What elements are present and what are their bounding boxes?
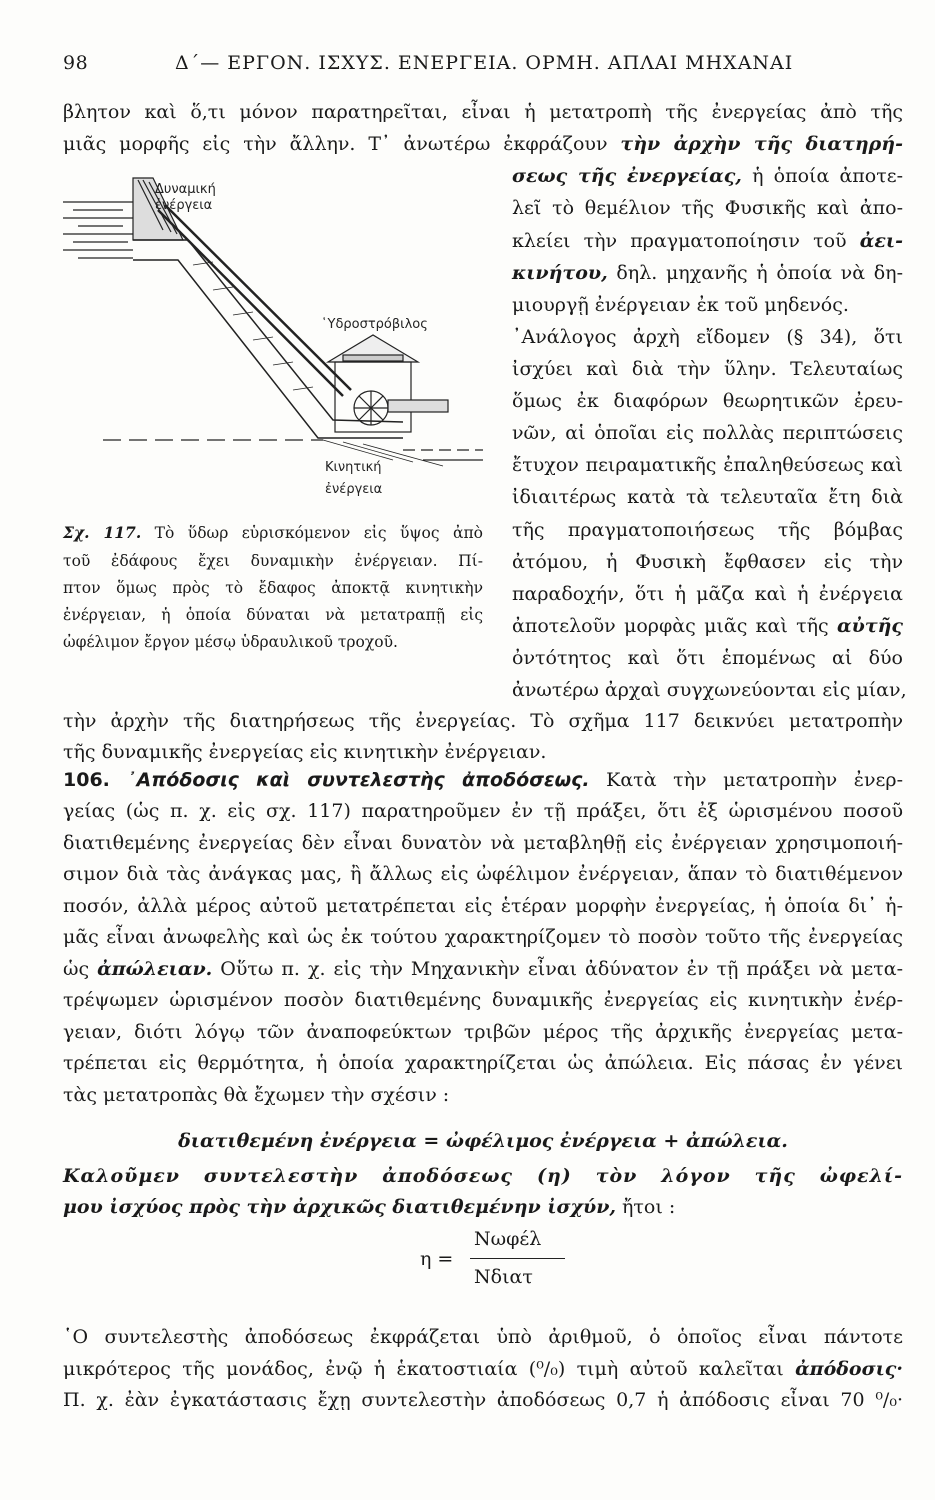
body-text: κλείει τὴν πραγματοποίησιν τοῦ (512, 230, 847, 252)
fraction-bar (470, 1258, 565, 1259)
body-line: ἰδιαιτέρως κατὰ τὰ τελευταῖα ἔτη διὰ (512, 486, 903, 508)
body-text: ἡ ὁποία ἀποτε- (741, 165, 903, 187)
body-line: τῆς πραγματοποιήσεως τῆς βόμβας (512, 519, 903, 541)
section-title: ᾿Απόδοσις καὶ συντελεστὴς ἀποδόσεως. (109, 769, 590, 791)
body-line: λεῖ τὸ θεμέλιον τῆς Φυσικῆς καὶ ἀπο- (512, 197, 903, 219)
body-line: παραδοχήν, ὅτι ἡ μᾶζα καὶ ἡ ἐνέργεια (512, 583, 903, 605)
body-text: δηλ. μηχανῆς ἡ ὁποία νὰ δη- (607, 262, 903, 284)
page-header (63, 52, 843, 82)
perpetual-emphasis: κινήτου, (512, 262, 608, 284)
body-line: γειαν, διότι λόγῳ τῶν ἀναποφεύκτων τριβῶν μέρος τῆς ἀρχικῆς ἐνεργείας μετα- (63, 1021, 903, 1043)
definition-line: Καλοῦμεν συντελεστὴν ἀποδόσεως (η) τὸν λόγον τῆς ὠφελί- (63, 1165, 903, 1187)
body-line: τῆς δυναμικῆς ἐνεργείας εἰς κινητικὴν ἐνέργειαν. (63, 741, 547, 763)
body-line: ἰσχύει καὶ διὰ τὴν ὕλην. Τελευταίως (512, 358, 903, 380)
body-line (512, 162, 903, 190)
body-line (512, 227, 903, 255)
body-line: ποσόν, ἀλλὰ μέρος αὐτοῦ μετατρέπεται εἰς ἑτέραν μορφὴν ἐνεργείας, ἡ ὁποία δι᾽ ἡ- (63, 895, 903, 917)
section-number: 106. (63, 769, 110, 791)
body-line: διατιθεμένης ἐνεργείας δὲν εἶναι δυνατὸν νὰ μεταβληθῇ εἰς ἐνέργειαν χρησιμοποιή- (63, 832, 903, 854)
body-line: τρέπεται εἰς θερμότητα, ἡ ὁποία χαρακτηρίζεται ὡς ἀπώλεια. Εἰς πάσας ἐν γένει (63, 1052, 903, 1074)
denominator: Nδιατ (474, 1266, 533, 1288)
energy-equation: διατιθεμένη ἐνέργεια = ὠφέλιμος ἐνέργεια + ἀπώλεια. (178, 1130, 788, 1152)
figure-caption: ἐνέργειαν, ἡ ὁποία δύναται νὰ μετατραπῇ εἰς (63, 606, 483, 624)
body-line: ἔτυχον πειραματικῆς ἐπαληθεύσεως καὶ (512, 454, 903, 476)
body-line: νῶν, αἱ ὁποῖαι εἰς πολλὰς περιπτώσεις (512, 422, 903, 444)
label-turbine: ῾Υδροστρόβιλος (321, 317, 428, 332)
label-potential-energy: Δυναμική ἐνέργεια (155, 182, 216, 213)
body-line: σιμον διὰ τὰς ἀνάγκας μας, ἢ ἄλλως εἰς ὠφέλιμον ἐνέργειαν, ἅπαν τὸ διατιθέμενον (63, 863, 903, 885)
figure-caption: τοῦ ἐδάφους ἔχει δυναμικὴν ἐνέργειαν. Πί- (63, 552, 483, 570)
body-text: ἀποτελοῦν μορφὰς μιᾶς καὶ τῆς (512, 615, 838, 637)
body-line: Π. χ. ἐὰν ἐγκατάστασις ἔχῃ συντελεστὴν ἀποδόσεως 0,7 ἡ ἀπόδοσις εἶναι 70 ⁰/₀· (63, 1389, 903, 1411)
body-line: ἀτόμου, ἡ Φυσικὴ ἔφθασεν εἰς τὴν (512, 551, 903, 573)
figure-117 (63, 170, 503, 510)
perpetual-emphasis: ἀει- (859, 230, 903, 252)
body-line: ᾿Ανάλογος ἀρχὴ εἴδομεν (§ 34), ὅτι (512, 326, 903, 348)
body-line: ῾Ο συντελεστὴς ἀποδόσεως ἐκφράζεται ὑπὸ ἀριθμοῦ, ὁ ὁποῖος εἶναι πάντοτε (63, 1326, 903, 1348)
body-line: μικρότερος τῆς μονάδος, ἐνῷ ἡ ἑκατοστιαία (⁰/₀) τιμὴ αὐτοῦ καλεῖται ἀπόδοσις· (63, 1358, 903, 1380)
principle-emphasis: τὴν ἀρχὴν τῆς διατηρή- (620, 133, 903, 155)
numerator: Nωφέλ (474, 1228, 542, 1250)
body-line: ὡς ἀπώλειαν. Οὕτω π. χ. εἰς τὴν Μηχανικὴν εἶναι ἀδύνατον ἐν τῇ πράξει νὰ μετα- (63, 958, 903, 980)
body-line: ἀνωτέρω ἀρχαὶ συγχωνεύονται εἰς μίαν, (512, 679, 907, 701)
label-kinetic-energy: Κινητική ἐνέργεια (325, 460, 383, 497)
body-line: γείας (ὡς π. χ. εἰς σχ. 117) παρατηροῦμεν ἐν τῇ πράξει, ὅτι ἐξ ὡρισμένου ποσοῦ (63, 800, 903, 822)
body-line: τὴν ἀρχὴν τῆς διατηρήσεως τῆς ἐνεργείας. Τὸ σχῆμα 117 δεικνύει μετατροπὴν (63, 710, 903, 732)
loss-emphasis: ἀπώλειαν. (97, 958, 213, 980)
running-head: Δ΄— ΕΡΓΟΝ. ΙΣΧΥΣ. ΕΝΕΡΓΕΙΑ. ΟΡΜΗ. ΑΠΛΑΙ ΜΗΧΑΝΑΙ (175, 52, 794, 74)
figure-caption: πτον ὅμως πρὸς τὸ ἔδαφος ἀποκτᾷ κινητικὴν (63, 579, 483, 597)
same-emphasis: αὐτῆς (837, 615, 903, 637)
body-line (512, 259, 903, 287)
body-line: μιουργῇ ἐνέργειαν ἐκ τοῦ μηδενός. (512, 294, 849, 316)
section-heading-line: 106. ᾿Απόδοσις καὶ συντελεστὴς ἀποδόσεως. Κατὰ τὴν μετατροπὴν ἐνερ- (63, 769, 903, 791)
body-line: βλητον καὶ ὅ,τι μόνον παρατηρεῖται, εἶναι ἡ μετατροπὴ τῆς ἐνεργείας ἀπὸ τῆς (63, 101, 903, 123)
figure-caption: Σχ. 117. Τὸ ὕδωρ εὑρισκόμενον εἰς ὕψος ἀπὸ (63, 523, 484, 542)
caption-number: Σχ. 117. (63, 523, 142, 542)
body-line: ὅμως ἐκ διαφόρων θεωρητικῶν ἐρευ- (512, 390, 903, 412)
efficiency-emphasis: ἀπόδοσις· (795, 1358, 903, 1380)
hydro-diagram (63, 170, 503, 510)
body-line: τὰς μετατροπὰς θὰ ἔχωμεν τὴν σχέσιν : (63, 1084, 450, 1106)
body-line (63, 130, 903, 158)
eta-symbol: η = (420, 1248, 454, 1270)
figure-caption: ὠφέλιμον ἔργον μέσῳ ὑδραυλικοῦ τροχοῦ. (63, 633, 398, 651)
body-text: μιᾶς μορφῆς εἰς τὴν ἄλλην. Τ᾽ ἀνωτέρω ἐκφράζουν (63, 133, 621, 155)
body-line: μᾶς εἶναι ἀνωφελὴς καὶ ὡς ἐκ τούτου χαρακτηρίζομεν τὸ ποσὸν τοῦτο τῆς ἐνεργείας (63, 926, 903, 948)
body-line: ὀντότητος καὶ ὅτι ἑπομένως αἱ δύο (512, 647, 903, 669)
body-line (512, 612, 903, 640)
efficiency-formula (420, 1228, 640, 1298)
principle-emphasis: σεως τῆς ἐνεργείας, (512, 165, 742, 187)
page-number: 98 (63, 52, 89, 74)
definition-line: μου ἰσχύος πρὸς τὴν ἀρχικῶς διατιθεμένην ἰσχύν, ἤτοι : (63, 1196, 676, 1218)
body-line: τρέψωμεν ὡρισμένον ποσὸν διατιθεμένης δυναμικῆς ἐνεργείας εἰς κινητικὴν ἐνέρ- (63, 989, 903, 1011)
